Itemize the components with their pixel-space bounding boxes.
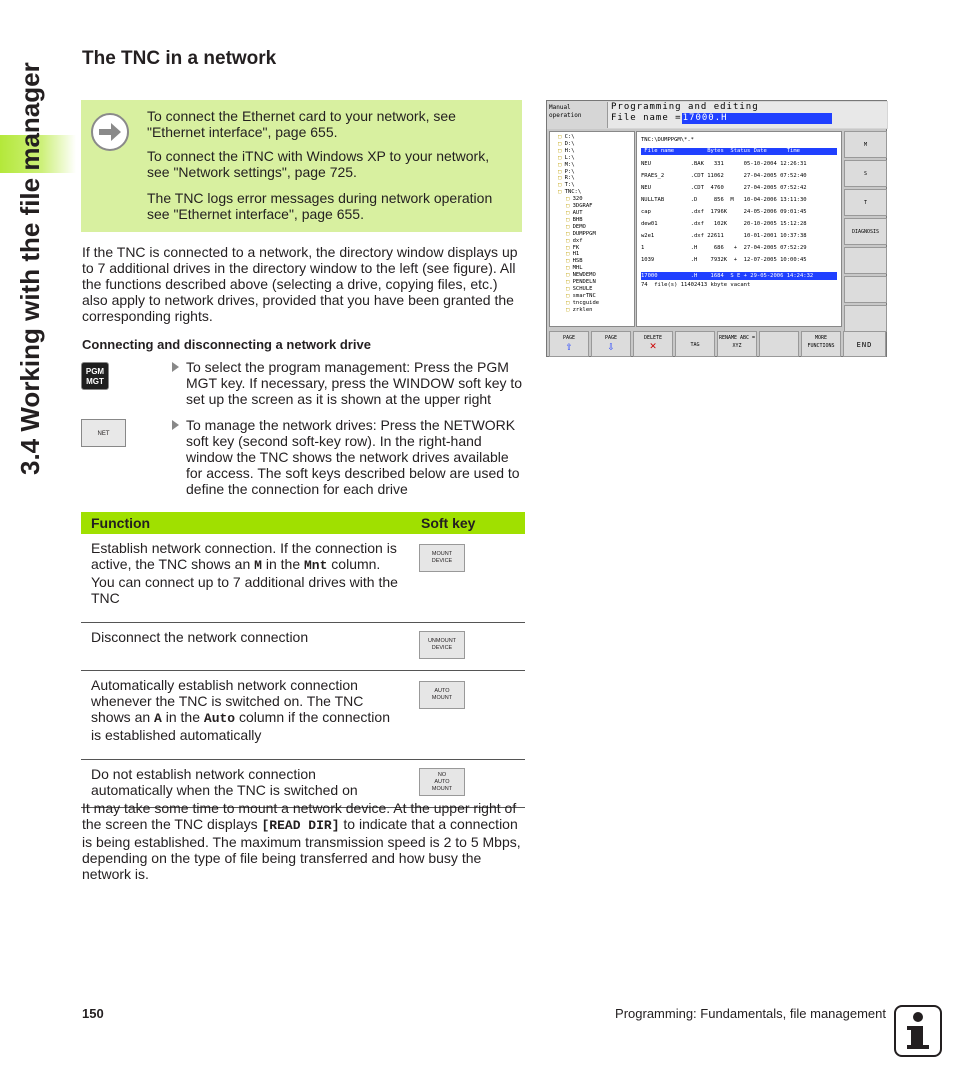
table-row: Establish network connection. If the connection is active, the TNC shows an M in the Mnt column. You can connect up to 7 additional drives with the TNC MOUNT DEVICE: [81, 534, 525, 623]
tree-item[interactable]: □ T:\: [558, 182, 575, 189]
tree-item[interactable]: □ FK: [566, 244, 580, 251]
tree-item[interactable]: □ dxf: [566, 237, 583, 244]
file-row[interactable]: 1039 .H 7932K + 12-07-2005 10:00:45: [641, 257, 807, 263]
screen-header: [547, 101, 888, 129]
intro-paragraph: If the TNC is connected to a network, the directory window displays up to 7 additional drives in the directory window to the left (see figure). All the functions described above (selecting a drive, copying files, etc.) also apply to network drives, provided that you have been granted the corresponding rights.: [82, 244, 518, 324]
side-softkey[interactable]: T: [844, 189, 887, 216]
page-down-softkey[interactable]: PAGE ⇩: [591, 331, 631, 357]
side-softkey[interactable]: S: [844, 160, 887, 187]
running-footer: Programming: Fundamentals, file management: [615, 1006, 886, 1021]
side-softkey[interactable]: [844, 305, 887, 332]
tree-item[interactable]: □ zrklen: [566, 306, 593, 313]
page-up-softkey[interactable]: PAGE ⇧: [549, 331, 589, 357]
step-item: To manage the network drives: Press the NETWORK soft key (second soft-key row). In the right-hand window the TNC shows the network drives available for access. The soft keys described below are used to define the connection for each drive: [172, 417, 524, 497]
tree-item[interactable]: □ SCHULE: [566, 285, 593, 292]
tree-item[interactable]: □ NEWDEMO: [566, 272, 596, 279]
tree-item[interactable]: □ M:\: [558, 161, 575, 168]
tag-softkey[interactable]: TAG: [675, 331, 715, 357]
outro-paragraph: It may take some time to mount a network device. At the upper right of the screen the TNC displays [READ DIR] to indicate that a connection is being established. The maximum transmission speed is 2 to 5 Mbps, depending on the type of file being transferred and how busy the network is.: [82, 800, 521, 882]
empty-softkey[interactable]: [759, 331, 799, 357]
selected-file-row[interactable]: 17000 .H 1684 S E + 29-05-2006 14:24:32: [641, 272, 837, 280]
table-row: Automatically establish network connection whenever the TNC is switched on. The TNC shows an A in the Auto column if the connection is established automatically AUTO MOUNT: [81, 671, 525, 760]
section-heading: The TNC in a network: [82, 48, 277, 69]
softkey-table: [81, 512, 525, 808]
tree-item[interactable]: □ smarTNC: [566, 292, 596, 299]
step-item: To select the program management: Press the PGM MGT key. If necessary, press the WINDOW soft key to set up the screen as it is shown at the upper right: [172, 359, 524, 407]
file-row[interactable]: FRAES_2 .CDT 11062 27-04-2005 07:52:40: [641, 173, 807, 179]
tree-item[interactable]: □ P:\: [558, 168, 575, 175]
subheading: Connecting and disconnecting a network drive: [82, 337, 371, 352]
file-row[interactable]: NULLTAB .D 856 M 10-04-2006 13:11:30: [641, 197, 807, 203]
tree-item[interactable]: □ H1: [566, 251, 580, 258]
tree-item[interactable]: □ MHL: [566, 265, 583, 272]
col-softkey: Soft key: [411, 512, 525, 534]
mount-device-softkey[interactable]: MOUNT DEVICE: [419, 544, 465, 572]
tree-item[interactable]: □ DEMO: [566, 223, 586, 230]
arrow-right-icon: [91, 113, 129, 151]
side-softkey[interactable]: [844, 247, 887, 274]
tree-item[interactable]: □ TNC:\: [558, 189, 582, 196]
tree-item[interactable]: □ C:\: [558, 134, 575, 140]
net-softkey[interactable]: NET: [81, 419, 126, 447]
file-row[interactable]: cap .dxf 1796K 24-05-2006 09:01:45: [641, 209, 807, 215]
note-text: To connect the iTNC with Windows XP to your network, see "Network settings", page 725.: [147, 148, 490, 180]
file-row[interactable]: 1 .H 686 + 27-04-2005 07:52:29: [641, 245, 807, 251]
tree-item[interactable]: □ H:\: [558, 147, 575, 154]
file-row[interactable]: w2e1 .dxf 22611 10-01-2001 10:37:38: [641, 233, 807, 239]
note-text: The TNC logs error messages during network operation see "Ethernet interface", page 655.: [147, 190, 493, 222]
pgm-mgt-key[interactable]: PGM MGT: [81, 362, 109, 390]
mode-label: Manual operation: [549, 104, 582, 119]
table-row: Do not establish network connection automatically when the TNC is switched on NO AUTO MOUNT: [81, 760, 525, 808]
col-function: Function: [81, 512, 411, 534]
tree-item[interactable]: □ 3DGRAF: [566, 203, 593, 210]
unmount-device-softkey[interactable]: UNMOUNT DEVICE: [419, 631, 465, 659]
side-softkey[interactable]: [844, 276, 887, 303]
program-title: Programming and editing File name =17000.H: [607, 102, 887, 128]
file-row[interactable]: NEU .CDT 4760 27-04-2005 07:52:42: [641, 185, 807, 191]
note-box: [81, 100, 522, 232]
tree-item[interactable]: □ HSB: [566, 258, 583, 265]
info-icon: [894, 1005, 942, 1057]
auto-mount-softkey[interactable]: AUTO MOUNT: [419, 681, 465, 709]
tree-item[interactable]: □ tncguide: [566, 299, 600, 306]
delete-softkey[interactable]: DELETE ✕: [633, 331, 673, 357]
tree-item[interactable]: □ DUMPPGM: [566, 230, 596, 237]
file-row[interactable]: NEU .BAK 331 05-10-2004 12:26:31: [641, 161, 807, 167]
tree-item[interactable]: □ 320: [566, 196, 583, 203]
end-softkey[interactable]: END: [843, 331, 886, 357]
tree-item[interactable]: □ D:\: [558, 140, 575, 147]
rename-softkey[interactable]: RENAME ABC = XYZ: [717, 331, 757, 357]
side-softkey[interactable]: M: [844, 131, 887, 158]
tree-item[interactable]: □ AUT: [566, 209, 583, 216]
tree-item[interactable]: □ PENDELN: [566, 279, 596, 286]
file-row[interactable]: dew01 .dxf 102K 20-10-2005 15:12:28: [641, 221, 807, 227]
more-functions-softkey[interactable]: MORE FUNCTIONS: [801, 331, 841, 357]
file-list[interactable]: TNC:\DUMPPGM\*.* File name Bytes Status Date Time NEU .BAK 331 05-10-2004 12:26:31 FRAES_2 .CDT 11062 27-04-2005 07:52:40 NEU .CDT 4760 27-04-2005 07:52:42 NULLTAB .D 856 M 10-04-2006 13:11:30 cap .dxf 1796K 24-05-2006 09:01:45 dew01 .dxf 102K 20-10-2005 15:12:28 w2e1 .dxf 22611 10-01-2001 10:37:38 1 .H 686 + 27-04-2005 07:52:29 1039 .H 7932K + 12-07-2005 10:00:45 17000 .H 1684 S E + 29-05-2006 14:24:32 74 file(s) 11402413 kbyte vacant: [636, 131, 842, 327]
chapter-side-title: 3.4 Working with the file manager: [15, 62, 45, 475]
directory-tree[interactable]: [549, 131, 635, 327]
side-softkeys: [844, 131, 887, 327]
note-text: To connect the Ethernet card to your network, see "Ethernet interface", page 655.: [147, 108, 456, 140]
tree-item[interactable]: □ BHB: [566, 216, 583, 223]
tree-item[interactable]: □ L:\: [558, 154, 575, 161]
page-number: 150: [82, 1006, 104, 1021]
tree-item[interactable]: □ R:\: [558, 175, 575, 182]
tnc-screenshot: [546, 100, 887, 357]
side-softkey[interactable]: DIAGNOSIS: [844, 218, 887, 245]
no-auto-mount-softkey[interactable]: NO AUTO MOUNT: [419, 768, 465, 796]
table-row: Disconnect the network connection UNMOUNT DEVICE: [81, 623, 525, 671]
file-name-field[interactable]: 17000.H: [682, 113, 832, 124]
